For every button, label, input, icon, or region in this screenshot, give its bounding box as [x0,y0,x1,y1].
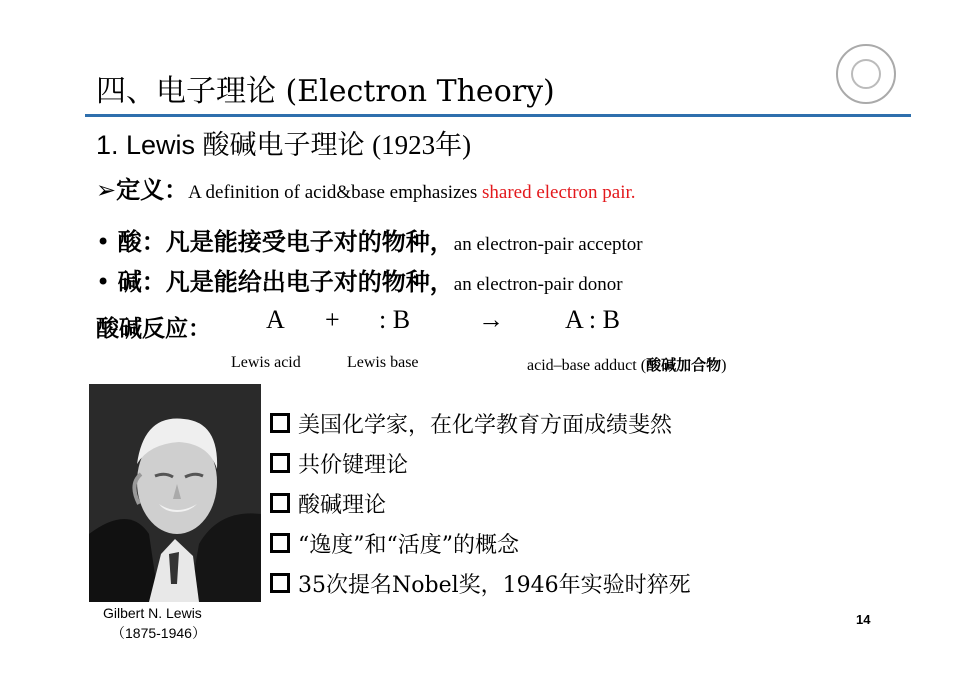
square-bullet-icon [270,573,290,593]
square-bullet-icon [270,413,290,433]
acid-line [96,222,643,257]
square-bullet-icon [270,453,290,473]
title-english: (Electron Theory) [276,74,555,109]
bio-item-text: 酸碱理论 [298,493,387,518]
definition-label: 定义： [116,176,189,204]
bio-item [270,528,519,559]
bio-item-text: 美国化学家，在化学教育方面成绩斐然 [298,413,673,438]
title-chinese: 四、电子理论 [96,74,276,109]
definition-period: . [630,182,636,203]
plus-sign: + [325,305,340,334]
lewis-acid-label: Lewis acid [231,354,301,371]
definition-highlight: shared electron pair [482,182,631,203]
reaction-label: 酸碱反应： [96,316,211,342]
lewis-base-label: Lewis base [347,354,419,371]
page-number: 14 [856,612,871,627]
university-seal-icon [836,44,896,104]
portrait-photo [89,384,261,602]
base-definition-zh: 碱：凡是能给出电子对的物种， [117,268,454,296]
definition-text: A definition of acid&base emphasizes [188,182,482,203]
reactant-acid: A [266,305,285,334]
portrait-caption-name: Gilbert N. Lewis [103,605,202,621]
adduct-label [527,354,726,375]
bio-item [270,408,672,439]
base-line [96,262,623,297]
subtitle-text: 1. Lewis 酸碱电子理论 [96,130,365,160]
definition-line [96,170,636,205]
bio-item [270,488,386,519]
title-divider [85,114,911,117]
subtitle-year: (1923年) [372,130,472,160]
bio-item-text: 共价键理论 [298,453,409,478]
adduct-label-close: ) [721,357,727,374]
bio-item-text: “逸度”和“活度”的概念 [298,533,519,558]
adduct-label-en: acid–base adduct ( [527,357,647,374]
section-subtitle [96,123,471,162]
arrow-bullet-icon: ➢ [96,176,117,204]
reaction-arrow: → [478,305,504,334]
bio-item [270,448,408,479]
reactant-base: : B [379,305,411,334]
product-adduct: A : B [565,305,620,334]
adduct-label-zh: 酸碱加合物 [646,356,722,374]
base-definition-en: an electron-pair donor [453,274,623,295]
square-bullet-icon [270,533,290,553]
portrait-caption-years: （1875-1946） [111,625,206,641]
acid-definition-zh: 酸：凡是能接受电子对的物种， [117,228,454,256]
bullet-dot: • [96,268,111,296]
slide-title [96,66,555,110]
acid-definition-en: an electron-pair acceptor [453,234,643,255]
square-bullet-icon [270,493,290,513]
bio-item-text: 35次提名Nobel奖，1946年实验时猝死 [298,573,691,598]
bio-item [270,568,691,599]
bullet-dot: • [96,228,111,256]
